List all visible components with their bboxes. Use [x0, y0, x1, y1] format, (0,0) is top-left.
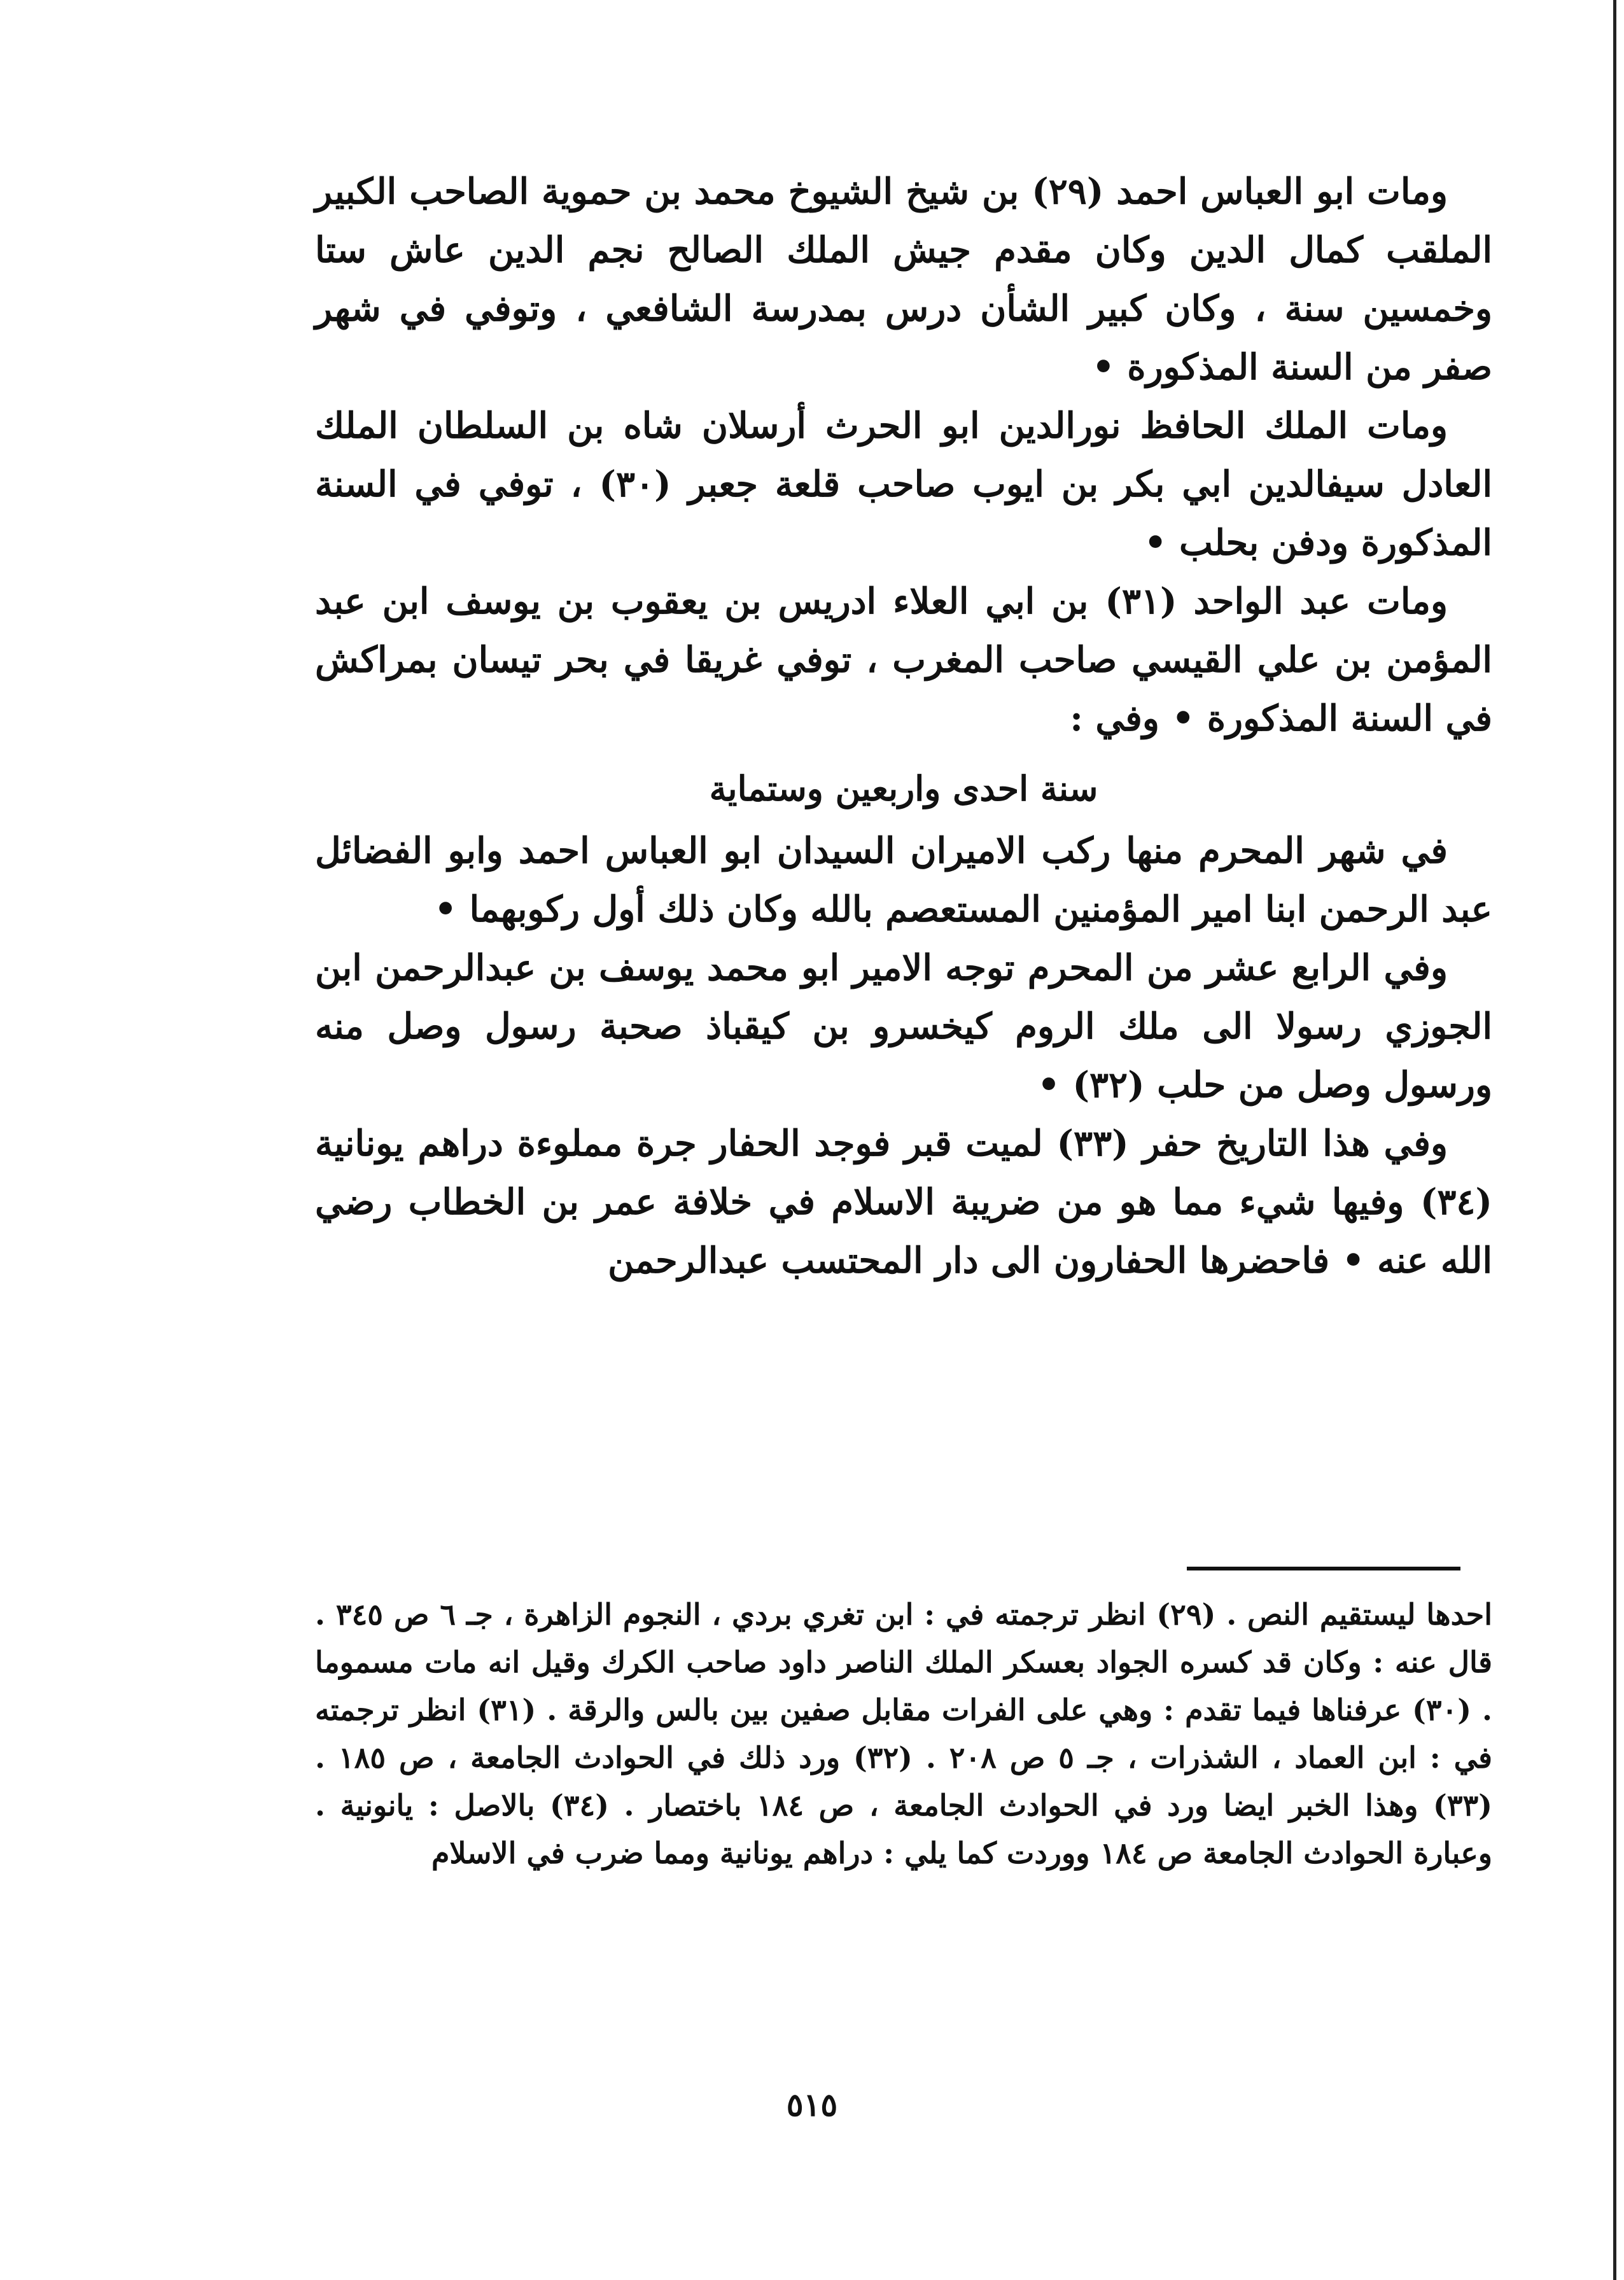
- footnote-separator-rule: [1187, 1567, 1460, 1570]
- paragraph-death-abd-al-wahid: ومات عبد الواحد (٣١) بن ابي العلاء ادريس بن يعقوب بن يوسف ابن عبد المؤمن بن علي القيسي صاحب المغرب ، توفي غريقا في بحر تيسان بمراكش في السنة المذكورة • وفي :: [315, 580, 1492, 739]
- section-heading-year-641: سنة احدى واربعين وستماية: [709, 768, 1098, 809]
- paragraph-death-abu-al-abbas: ومات ابو العباس احمد (٢٩) بن شيخ الشيوخ محمد بن حموية الصاحب الكبير الملقب كمال الدين وكان مقدم جيش الملك الصالح نجم الدين عاش ستا وخمسين سنة ، وكان كبير الشأن درس بمدرسة الشافعي ، وتوفي في شهر صفر من السنة المذكورة •: [315, 171, 1492, 388]
- footnotes-block: [315, 1591, 1492, 1877]
- paragraph-envoy-to-rum: وفي الرابع عشر من المحرم توجه الامير ابو محمد يوسف بن عبدالرحمن ابن الجوزي رسولا الى ملك الروم كيخسرو بن كيقباذ صحبة رسول وصل منه ورسول وصل من حلب (٣٢) •: [315, 947, 1492, 1106]
- paragraph-muharram-ride: في شهر المحرم منها ركب الاميران السيدان ابو العباس احمد وابو الفضائل عبد الرحمن ابنا امير المؤمنين المستعصم بالله وكان ذلك أول ركوبهما •: [315, 830, 1492, 930]
- footnotes-text: احدها ليستقيم النص . (٢٩) انظر ترجمته في : ابن تغري بردي ، النجوم الزاهرة ، جـ ٦ ص ٣٤٥ . قال عنه : وكان قد كسره الجواد بعسكر الملك الناصر داود صاحب الكرك وقيل انه مات مسموما . (٣٠) عرفناها فيما تقدم : وهي على الفرات مقابل صفين بين بالس والرقة . (٣١) انظر ترجمته في : ابن العماد ، الشذرات ، جـ ٥ ص ٢٠٨ . (٣٢) ورد ذلك في الحوادث الجامعة ، ص ١٨٥ . (٣٣) وهذا الخبر ايضا ورد في الحوادث الجامعة ، ص ١٨٤ باختصار . (٣٤) بالاصل : يانونية . وعبارة الحوادث الجامعة ص ١٨٤ ووردت كما يلي : دراهم يونانية ومما ضرب في الاسلام: [315, 1597, 1493, 1870]
- paragraph-death-al-malik-al-hafiz: ومات الملك الحافظ نورالدين ابو الحرث أرسلان شاه بن السلطان الملك العادل سيفالدين ابي بكر بن ايوب صاحب قلعة جعبر (٣٠) ، توفي في السنة المذكورة ودفن بحلب •: [315, 405, 1492, 564]
- page-edge-border: [1613, 0, 1616, 2280]
- page-number: ٥١٥: [786, 2086, 838, 2123]
- paragraph-grave-coins: وفي هذا التاريخ حفر (٣٣) لميت قبر فوجد الحفار جرة مملوءة دراهم يونانية (٣٤) وفيها شيء مما هو من ضريبة الاسلام في خلافة عمر بن الخطاب رضي الله عنه • فاحضرها الحفارون الى دار المحتسب عبدالرحمن: [315, 1123, 1492, 1282]
- main-body-text: [315, 162, 1492, 1290]
